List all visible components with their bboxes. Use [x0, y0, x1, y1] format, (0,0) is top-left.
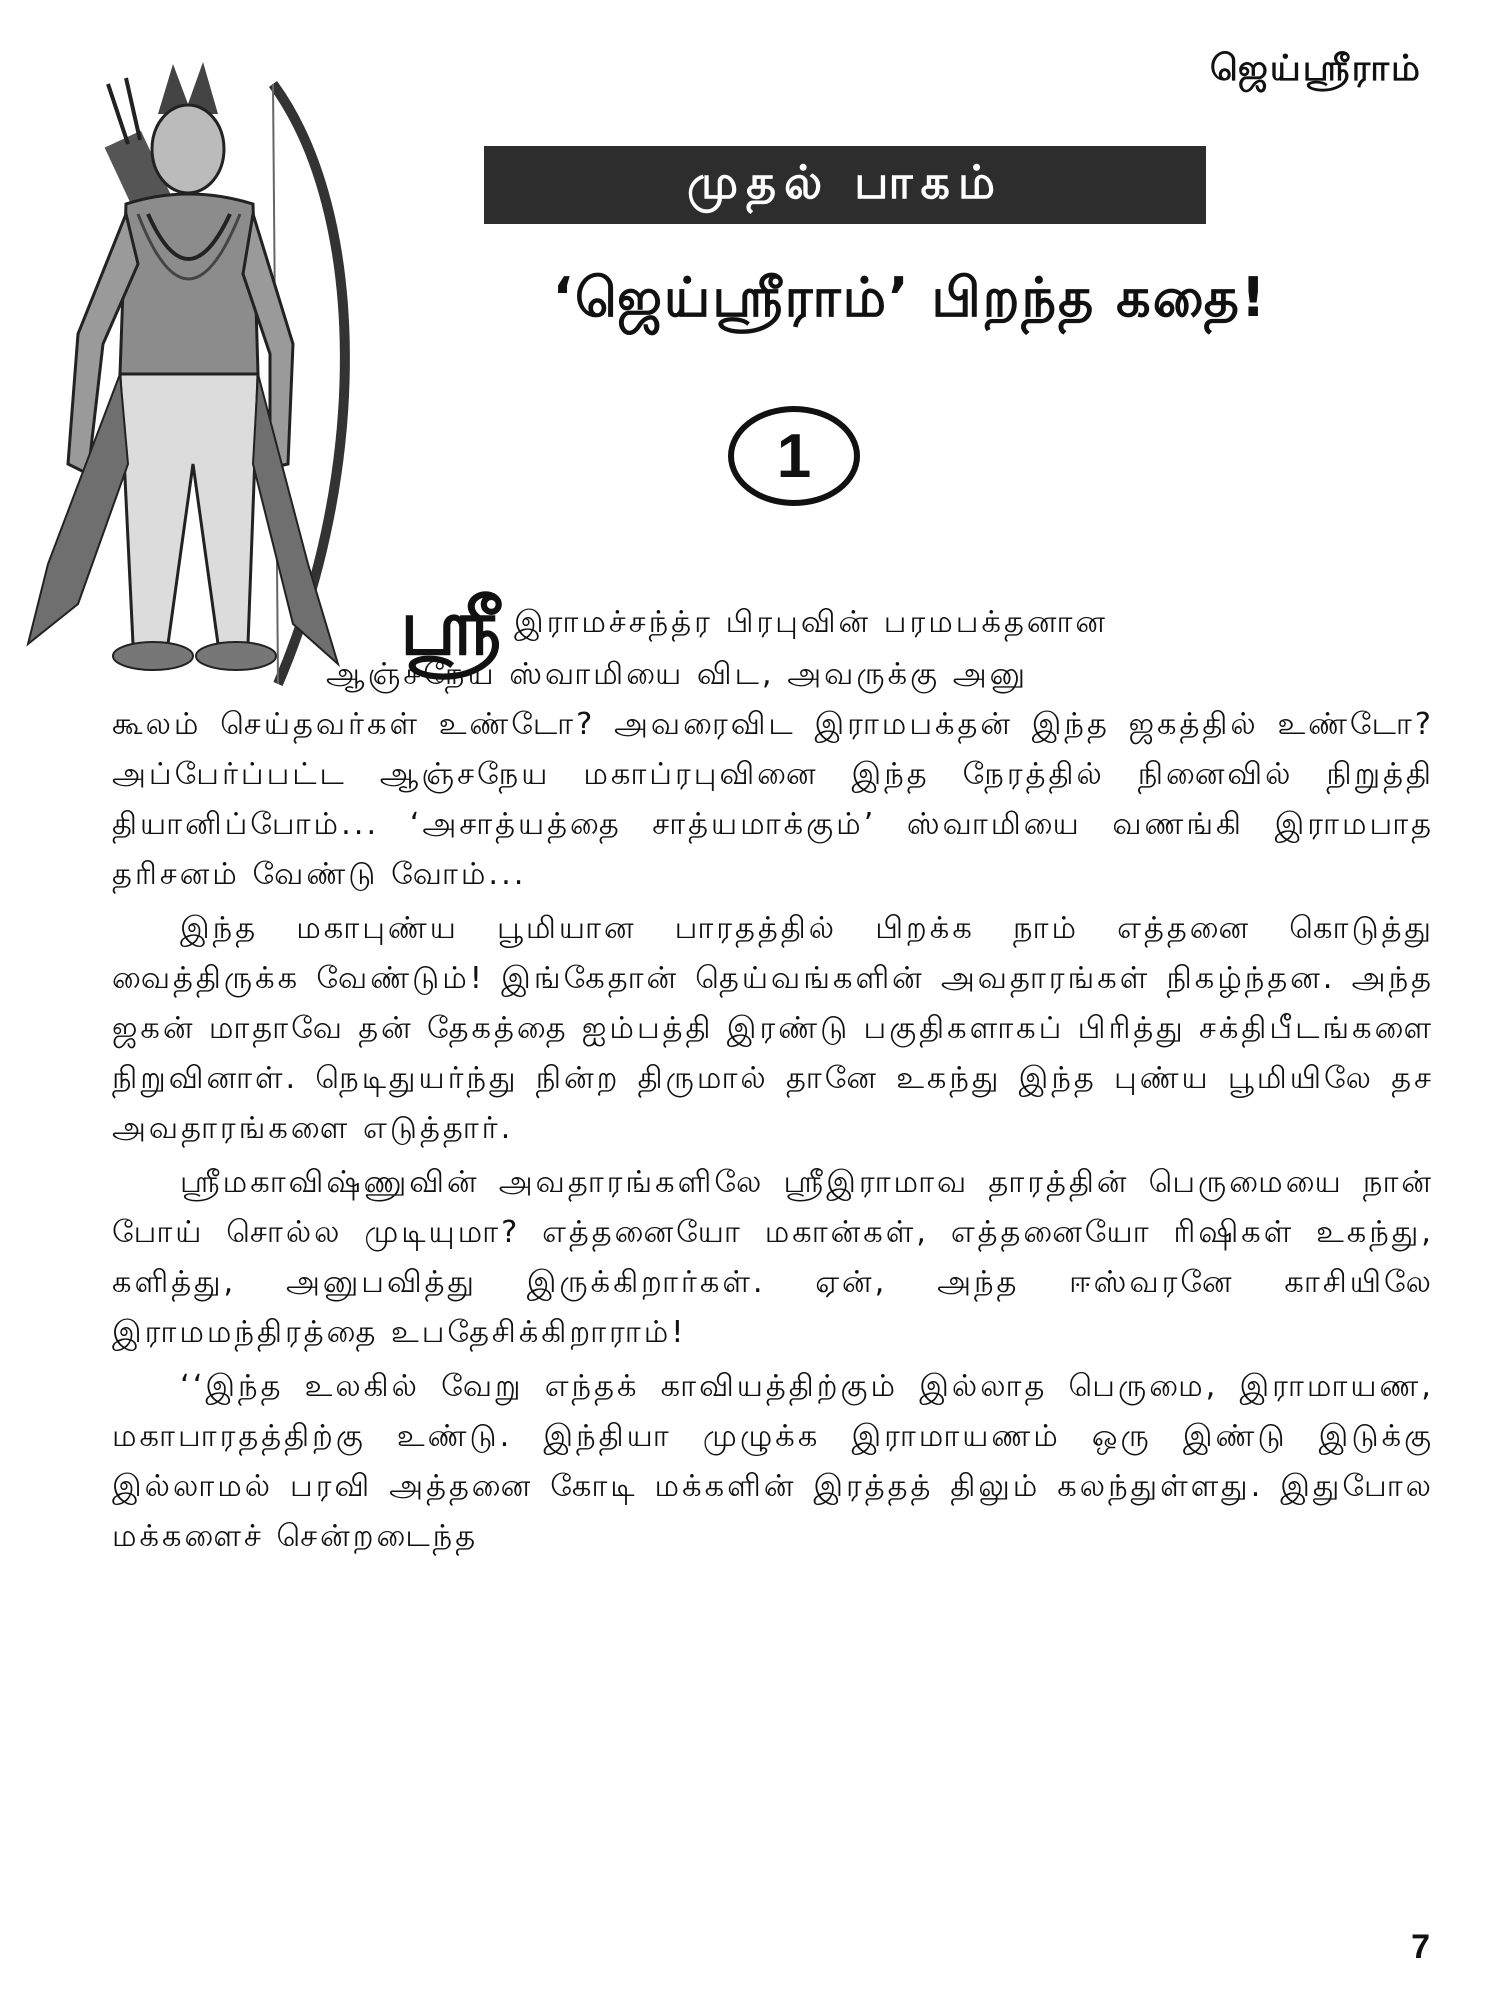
running-header: ஜெய்ஸ்ரீராம் — [1209, 48, 1422, 89]
dropcap: ஸ்ரீ — [400, 582, 502, 673]
page-number: 7 — [1411, 1928, 1430, 1966]
body-text — [112, 700, 1434, 1562]
paragraph-1-continued: கூலம் செய்தவர்கள் உண்டோ? அவரைவிட இராமபக்தன் இந்த ஜகத்தில் உண்டோ? அப்பேர்ப்பட்ட ஆஞ்சநேய மகாப்ரபுவினை இந்த நேரத்தில் நினைவில் நிறுத்தி தியானிப்போம்... ‘அசாத்யத்தை சாத்யமாக்கும்’ ஸ்வாமியை வணங்கி இராமபாத தரிசனம் வேண்டு வோம்... — [112, 707, 1434, 892]
chapter-number-circle: 1 — [728, 406, 860, 506]
paragraph-4: ‘‘இந்த உலகில் வேறு எந்தக் காவியத்திற்கும் இல்லாத பெருமை, இராமாயண, மகாபாரதத்திற்கு உண்டு. இந்தியா முழுக்க இராமாயணம் ஒரு இண்டு இடுக்கு இல்லாமல் பரவி அத்தனை கோடி மக்களின் இரத்தத் திலும் கலந்துள்ளது. இதுபோல மக்களைச் சென்றடைந்த — [112, 1369, 1434, 1554]
chapter-title: ‘ஜெய்ஸ்ரீராம்’ பிறந்த கதை! — [552, 266, 1268, 329]
rama-with-bow-illustration — [8, 44, 388, 704]
paragraph-2: இந்த மகாபுண்ய பூமியான பாரதத்தில் பிறக்க நாம் எத்தனை கொடுத்து வைத்திருக்க வேண்டும்! இங்கேதான் தெய்வங்களின் அவதாரங்கள் நிகழ்ந்தன. அந்த ஜகன் மாதாவே தன் தேகத்தை ஐம்பத்தி இரண்டு பகுதிகளாகப் பிரித்து சக்திபீடங்களை நிறுவினாள். நெடிதுயர்ந்து நின்ற திருமால் தானே உகந்து இந்த புண்ய பூமியிலே தச அவதாரங்களை எடுத்தார். — [112, 911, 1434, 1146]
paragraph-1-line-1: இராமச்சந்த்ர பிரபுவின் பரமபக்தனான — [514, 605, 1108, 640]
paragraph-1-line-2: ஆஞ்சநேய ஸ்வாமியை விட, அவருக்கு அனு — [326, 657, 1029, 692]
part-banner: முதல் பாகம் — [484, 146, 1206, 224]
paragraph-3: ஸ்ரீமகாவிஷ்ணுவின் அவதாரங்களிலே ஸ்ரீஇராமாவ தாரத்தின் பெருமையை நான் போய் சொல்ல முடியுமா? எத்தனையோ மகான்கள், எத்தனையோ ரிஷிகள் உகந்து, களித்து, அனுபவித்து இருக்கிறார்கள். ஏன், அந்த ஈஸ்வரனே காசியிலே இராமமந்திரத்தை உபதேசிக்கிறாராம்! — [112, 1165, 1434, 1350]
